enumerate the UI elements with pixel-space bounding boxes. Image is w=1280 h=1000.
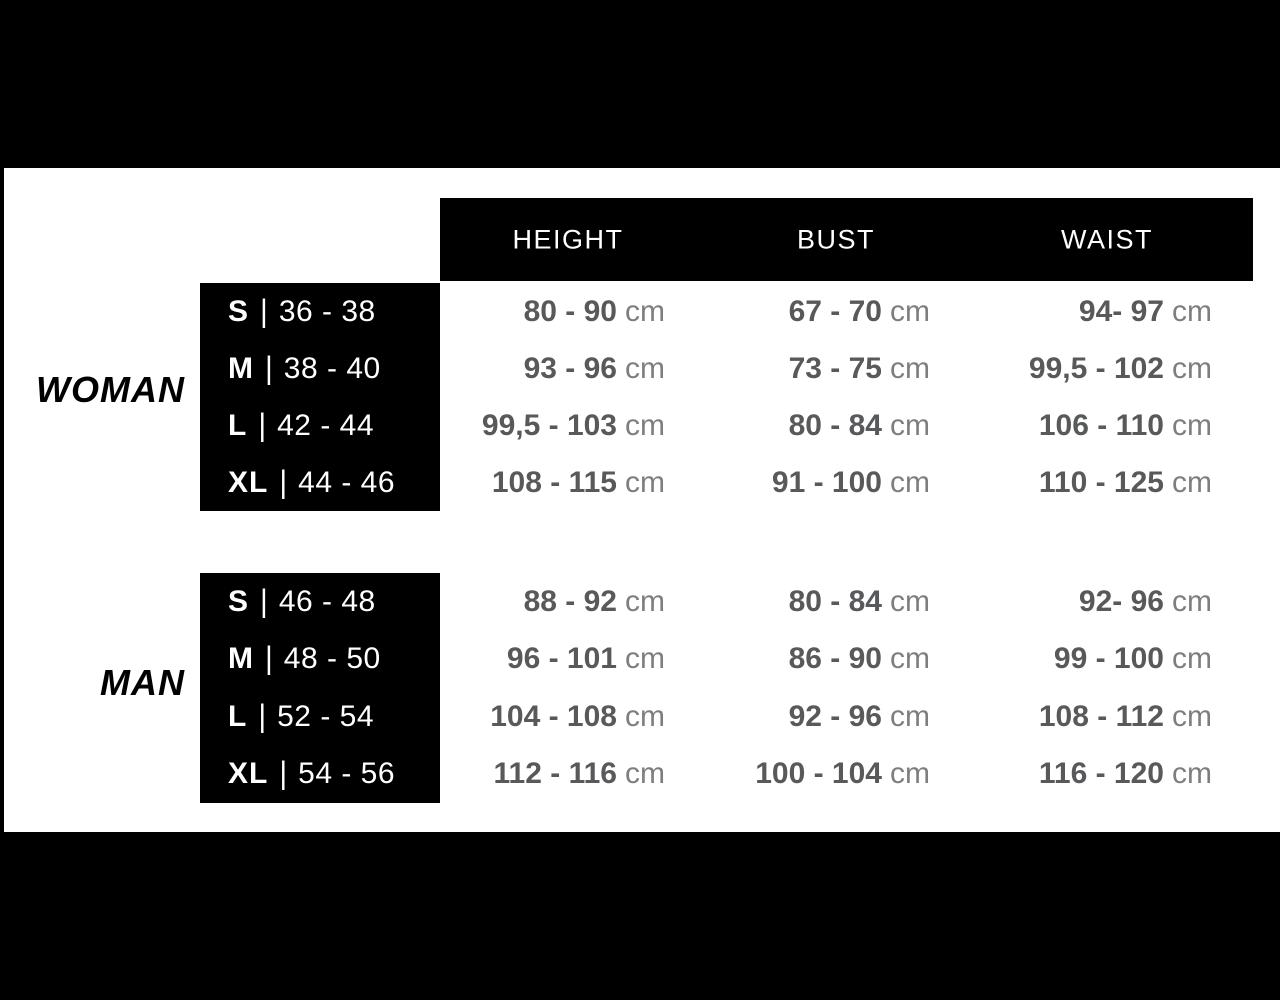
size-row-woman-xl bbox=[200, 454, 440, 511]
size-range: 46 - 48 bbox=[278, 584, 376, 618]
size-separator: | bbox=[265, 350, 273, 386]
unit-label: cm bbox=[890, 351, 930, 385]
size-box-man bbox=[200, 573, 440, 803]
unit-label: cm bbox=[625, 351, 665, 385]
column-header-bust: BUST bbox=[796, 224, 876, 254]
value: 99,5 - 103 bbox=[481, 408, 617, 442]
value: 73 - 75 bbox=[788, 351, 882, 385]
size-separator: | bbox=[258, 407, 267, 443]
unit-label: cm bbox=[625, 465, 665, 499]
value: 80 - 84 bbox=[788, 584, 882, 618]
value: 112 - 116 bbox=[493, 757, 617, 791]
woman-m-height bbox=[440, 340, 675, 397]
size-range: 54 - 56 bbox=[298, 757, 396, 791]
man-m-height bbox=[440, 631, 675, 689]
size-row-man-xl bbox=[200, 746, 440, 804]
man-m-bust bbox=[675, 631, 940, 689]
column-header-waist: WAIST bbox=[1061, 224, 1153, 254]
section-label-man: MAN bbox=[100, 662, 185, 703]
woman-m-waist bbox=[940, 340, 1222, 397]
unit-label: cm bbox=[625, 294, 665, 328]
woman-xl-height bbox=[440, 454, 675, 511]
size-letter: L bbox=[228, 699, 248, 733]
unit-label: cm bbox=[625, 408, 665, 442]
man-xl-bust bbox=[675, 746, 940, 804]
size-letter: M bbox=[228, 642, 254, 676]
woman-xl-bust bbox=[675, 454, 940, 511]
column-header-height: HEIGHT bbox=[512, 224, 624, 254]
unit-label: cm bbox=[625, 699, 665, 733]
value: 110 - 125 bbox=[1038, 465, 1164, 499]
size-row-man-s bbox=[200, 573, 440, 631]
value: 67 - 70 bbox=[788, 294, 882, 328]
woman-s-height bbox=[440, 283, 675, 340]
woman-m-bust bbox=[675, 340, 940, 397]
woman-l-waist bbox=[940, 397, 1222, 454]
size-range: 36 - 38 bbox=[278, 294, 376, 328]
unit-label: cm bbox=[1172, 757, 1212, 791]
unit-label: cm bbox=[625, 584, 665, 618]
section-label-woman: WOMAN bbox=[36, 369, 185, 410]
unit-label: cm bbox=[1172, 408, 1212, 442]
man-s-height bbox=[440, 573, 675, 631]
man-m-waist bbox=[940, 631, 1222, 689]
size-letter: XL bbox=[228, 465, 269, 499]
size-range: 52 - 54 bbox=[277, 699, 375, 733]
unit-label: cm bbox=[890, 584, 930, 618]
value: 99 - 100 bbox=[1053, 642, 1164, 676]
woman-l-bust bbox=[675, 397, 940, 454]
value: 100 - 104 bbox=[755, 757, 882, 791]
size-separator: | bbox=[258, 698, 267, 734]
unit-label: cm bbox=[890, 294, 930, 328]
size-range: 38 - 40 bbox=[283, 351, 381, 385]
size-separator: | bbox=[279, 464, 288, 500]
values-grid-man bbox=[440, 573, 1222, 803]
size-letter: XL bbox=[228, 757, 269, 791]
value: 80 - 84 bbox=[788, 408, 882, 442]
size-range: 48 - 50 bbox=[283, 642, 381, 676]
man-l-bust bbox=[675, 688, 940, 746]
size-letter: L bbox=[228, 408, 248, 442]
size-row-man-l bbox=[200, 688, 440, 746]
unit-label: cm bbox=[1172, 294, 1212, 328]
value: 92- 96 bbox=[1078, 584, 1164, 618]
value: 93 - 96 bbox=[523, 351, 617, 385]
value: 116 - 120 bbox=[1038, 757, 1164, 791]
value: 88 - 92 bbox=[523, 584, 617, 618]
man-xl-height bbox=[440, 746, 675, 804]
woman-s-bust bbox=[675, 283, 940, 340]
value: 106 - 110 bbox=[1038, 408, 1164, 442]
column-header-bar bbox=[440, 198, 1253, 281]
unit-label: cm bbox=[890, 408, 930, 442]
value: 104 - 108 bbox=[490, 699, 617, 733]
unit-label: cm bbox=[890, 757, 930, 791]
size-letter: S bbox=[228, 584, 250, 618]
woman-xl-waist bbox=[940, 454, 1222, 511]
value: 94- 97 bbox=[1078, 294, 1164, 328]
unit-label: cm bbox=[1172, 465, 1212, 499]
values-grid-woman bbox=[440, 283, 1222, 511]
unit-label: cm bbox=[890, 465, 930, 499]
unit-label: cm bbox=[625, 642, 665, 676]
size-range: 42 - 44 bbox=[277, 408, 375, 442]
size-letter: S bbox=[228, 294, 250, 328]
value: 91 - 100 bbox=[771, 465, 882, 499]
unit-label: cm bbox=[890, 642, 930, 676]
man-l-height bbox=[440, 688, 675, 746]
value: 99,5 - 102 bbox=[1028, 351, 1164, 385]
size-separator: | bbox=[260, 583, 268, 619]
man-s-waist bbox=[940, 573, 1222, 631]
unit-label: cm bbox=[1172, 351, 1212, 385]
woman-l-height bbox=[440, 397, 675, 454]
man-xl-waist bbox=[940, 746, 1222, 804]
size-letter: M bbox=[228, 351, 254, 385]
size-row-woman-l bbox=[200, 397, 440, 454]
size-range: 44 - 46 bbox=[298, 465, 396, 499]
size-separator: | bbox=[265, 641, 273, 677]
unit-label: cm bbox=[625, 757, 665, 791]
woman-s-waist bbox=[940, 283, 1222, 340]
size-row-man-m bbox=[200, 631, 440, 689]
unit-label: cm bbox=[890, 699, 930, 733]
unit-label: cm bbox=[1172, 584, 1212, 618]
value: 86 - 90 bbox=[788, 642, 882, 676]
value: 108 - 112 bbox=[1038, 699, 1164, 733]
man-s-bust bbox=[675, 573, 940, 631]
unit-label: cm bbox=[1172, 699, 1212, 733]
value: 108 - 115 bbox=[491, 465, 617, 499]
size-row-woman-m bbox=[200, 340, 440, 397]
size-separator: | bbox=[260, 293, 268, 329]
unit-label: cm bbox=[1172, 642, 1212, 676]
man-l-waist bbox=[940, 688, 1222, 746]
value: 96 - 101 bbox=[506, 642, 617, 676]
size-box-woman bbox=[200, 283, 440, 511]
size-separator: | bbox=[279, 756, 288, 792]
size-row-woman-s bbox=[200, 283, 440, 340]
value: 80 - 90 bbox=[523, 294, 617, 328]
value: 92 - 96 bbox=[788, 699, 882, 733]
